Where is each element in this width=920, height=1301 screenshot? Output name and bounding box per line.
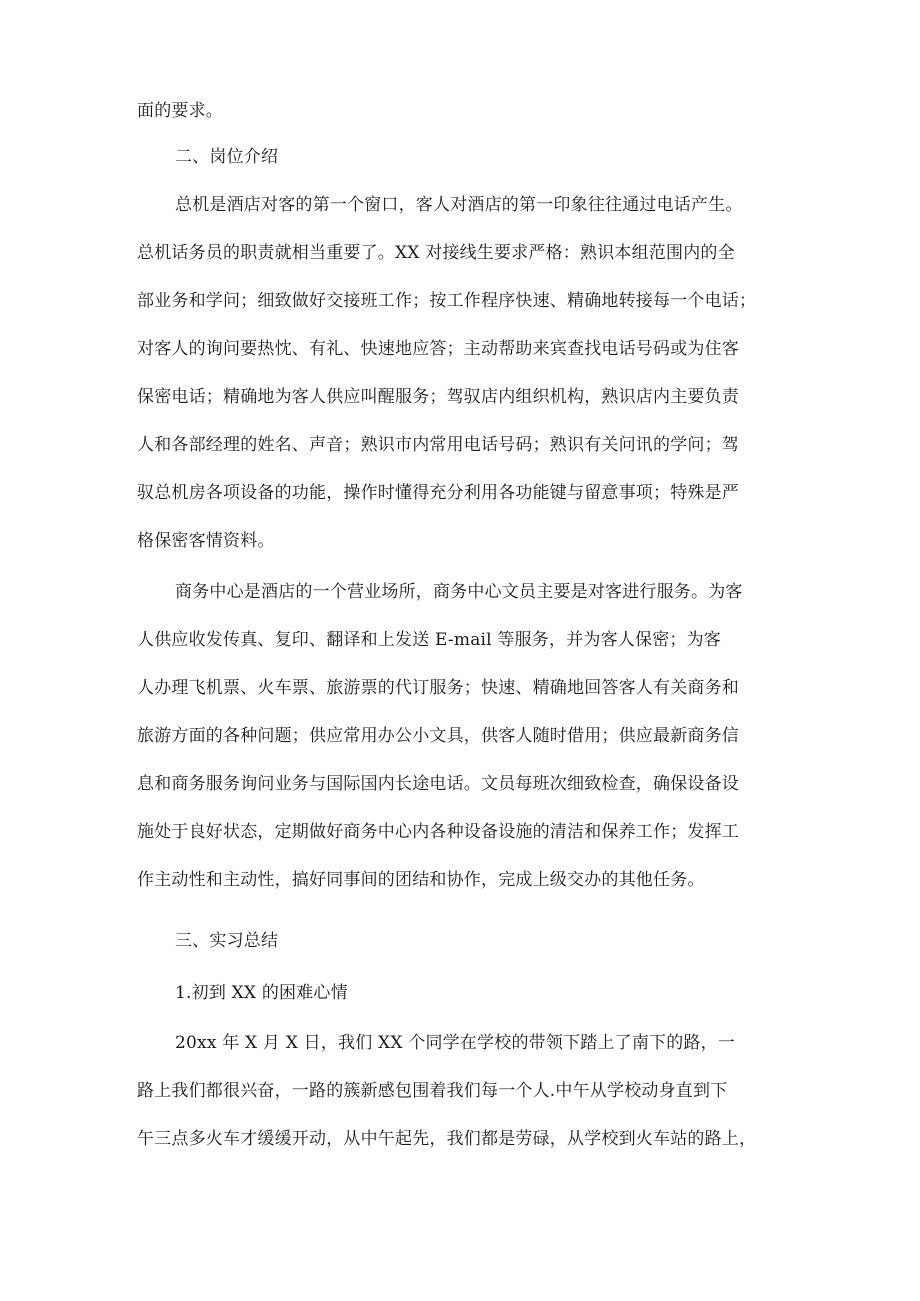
paragraph-line: 总机话务员的职责就相当重要了。XX 对接线生要求严格：熟识本组范围内的全 bbox=[137, 243, 735, 263]
paragraph-line: 保密电话；精确地为客人供应叫醒服务；驾驭店内组织机构，熟识店内主要负责 bbox=[137, 387, 739, 407]
paragraph-line: 午三点多火车才缓缓开动，从中午起先，我们都是劳碌，从学校到火车站的路上， bbox=[137, 1129, 757, 1149]
section-heading: 二、岗位介绍 bbox=[175, 147, 279, 167]
paragraph-line: 总机是酒店对客的第一个窗口，客人对酒店的第一印象往往通过电话产生。 bbox=[175, 195, 743, 215]
paragraph-line: 人供应收发传真、复印、翻译和上发送 E-mail 等服务，并为客人保密；为客 bbox=[137, 630, 722, 650]
paragraph-line: 人办理飞机票、火车票、旅游票的代订服务；快速、精确地回答客人有关商务和 bbox=[137, 678, 739, 698]
section-heading: 三、实习总结 bbox=[175, 931, 279, 951]
paragraph-line: 息和商务服务询问业务与国际国内长途电话。文员每班次细致检查，确保设备设 bbox=[137, 774, 739, 794]
paragraph-line: 旅游方面的各种问题；供应常用办公小文具，供客人随时借用；供应最新商务信 bbox=[137, 726, 739, 746]
paragraph-line: 对客人的询问要热忱、有礼、快速地应答；主动帮助来宾查找电话号码或为住客 bbox=[137, 339, 739, 359]
text-line: 面的要求。 bbox=[137, 101, 223, 121]
paragraph-line: 人和各部经理的姓名、声音；熟识市内常用电话号码；熟识有关问讯的学问；驾 bbox=[137, 435, 739, 455]
paragraph-line: 部业务和学问；细致做好交接班工作；按工作程序快速、精确地转接每一个电话； bbox=[137, 291, 757, 311]
paragraph-line: 路上我们都很兴奋，一路的簇新感包围着我们每一个人.中午从学校动身直到下 bbox=[137, 1081, 728, 1101]
paragraph-line: 作主动性和主动性，搞好同事间的团结和协作，完成上级交办的其他任务。 bbox=[137, 870, 705, 890]
paragraph-line: 20xx 年 X 月 X 日，我们 XX 个同学在学校的带领下踏上了南下的路，一 bbox=[175, 1033, 736, 1053]
paragraph-line: 施处于良好状态，定期做好商务中心内各种设备设施的清洁和保养工作；发挥工 bbox=[137, 822, 739, 842]
paragraph-line: 商务中心是酒店的一个营业场所，商务中心文员主要是对客进行服务。为客 bbox=[175, 582, 743, 602]
paragraph-line: 驭总机房各项设备的功能，操作时懂得充分利用各功能键与留意事项；特殊是严 bbox=[137, 483, 739, 503]
subsection-heading: 1.初到 XX 的困难心情 bbox=[175, 983, 348, 1003]
paragraph-line: 格保密客情资料。 bbox=[137, 531, 275, 551]
